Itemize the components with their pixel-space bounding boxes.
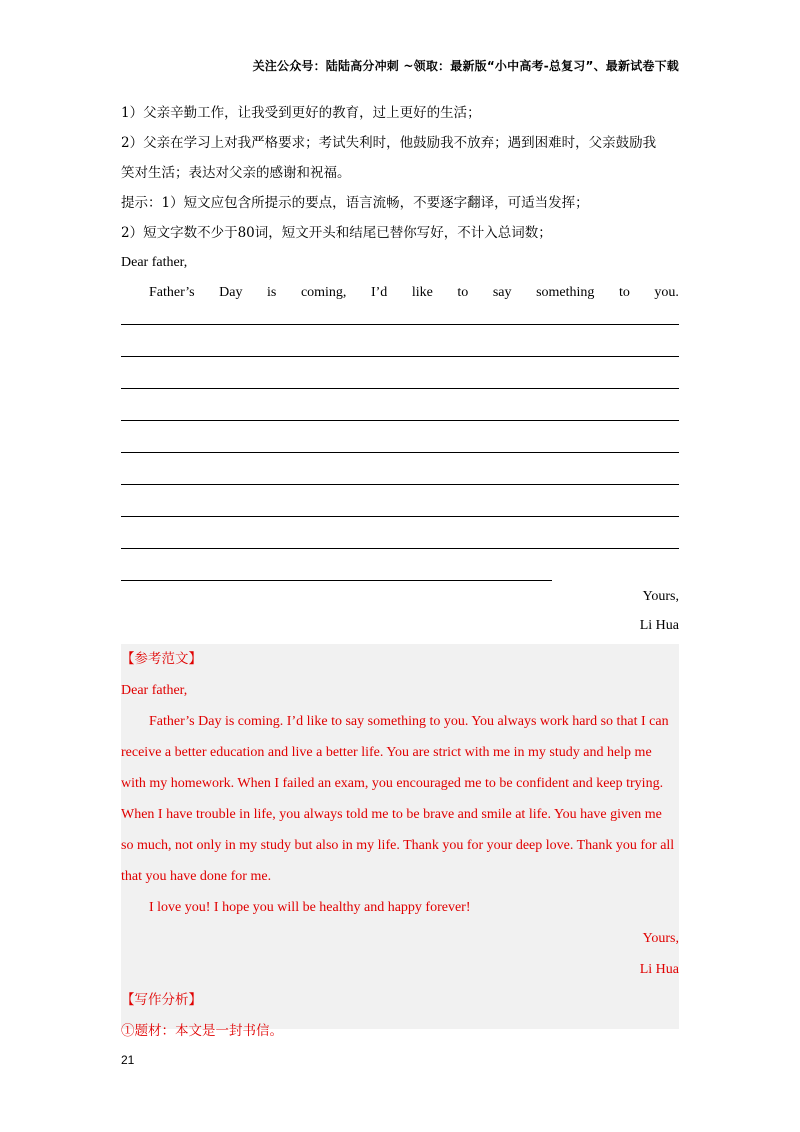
analysis-item-1: ①题材：本文是一封书信。 [121,1023,283,1039]
prompt-point-2b: 笑对生活；表达对父亲的感谢和祝福。 [121,165,351,181]
opening-word: like [411,285,433,300]
prompt-tip-1: 提示：1）短文应包含所提示的要点，语言流畅，不要逐字翻译，可适当发挥； [121,195,589,211]
prompt-tip-2: 2）短文字数不少于80词，短文开头和结尾已替你写好，不计入总词数； [121,225,552,241]
sample-closing: Yours, [642,931,679,946]
writing-line [121,452,679,453]
writing-line-last [121,580,552,581]
writing-line [121,356,679,357]
page-header: 关注公众号：陆陆高分冲刺 ~领取：最新版“小中高考-总复习”、最新试卷下载 [252,59,679,73]
sample-body-line: receive a better education and live a better life. You are strict with me in my study and help me [121,745,652,760]
sample-wish: I love you! I hope you will be healthy and happy forever! [149,900,471,915]
sample-body-line: that you have done for me. [121,869,272,884]
sample-answer-box [121,644,679,1039]
letter-opening [121,278,679,308]
writing-line [121,484,679,485]
writing-line [121,516,679,517]
opening-word: something [536,285,595,300]
opening-word: Day [219,285,243,300]
letter-closing: Yours, [642,589,679,604]
sample-body-line: Father’s Day is coming. I’d like to say something to you. You always work hard so that I can [149,714,669,729]
opening-word: coming, [300,285,347,300]
letter-signature: Li Hua [639,618,679,633]
writing-lines [121,324,679,612]
sample-body-line: When I have trouble in life, you always told me to be brave and smile at life. You have given me [121,807,662,822]
opening-word: you. [654,285,679,300]
opening-word: Father’s [149,285,195,300]
letter-greeting: Dear father, [121,255,188,270]
prompt-section [121,98,679,308]
opening-word: say [492,285,512,300]
writing-line [121,388,679,389]
prompt-point-2a: 2）父亲在学习上对我严格要求；考试失利时，他鼓励我不放弃；遇到困难时，父亲鼓励我 [121,135,657,151]
opening-word: to [618,285,630,300]
writing-line [121,548,679,549]
opening-word: to [457,285,469,300]
sample-heading: 【参考范文】 [121,651,202,667]
prompt-point-1: 1）父亲辛勤工作，让我受到更好的教育，过上更好的生活； [121,105,481,121]
sample-body-line: with my homework. When I failed an exam, you encouraged me to be confident and keep trying. [121,776,664,791]
sample-greeting: Dear father, [121,683,188,698]
page-number: 21 [121,1053,135,1067]
opening-word: I’d [370,285,388,300]
opening-word: is [267,285,277,300]
writing-line [121,324,679,325]
analysis-heading: 【写作分析】 [121,992,202,1008]
sample-signature: Li Hua [639,962,679,977]
writing-line [121,420,679,421]
sample-body-line: so much, not only in my study but also in my life. Thank you for your deep love. Thank you for all [121,838,675,853]
